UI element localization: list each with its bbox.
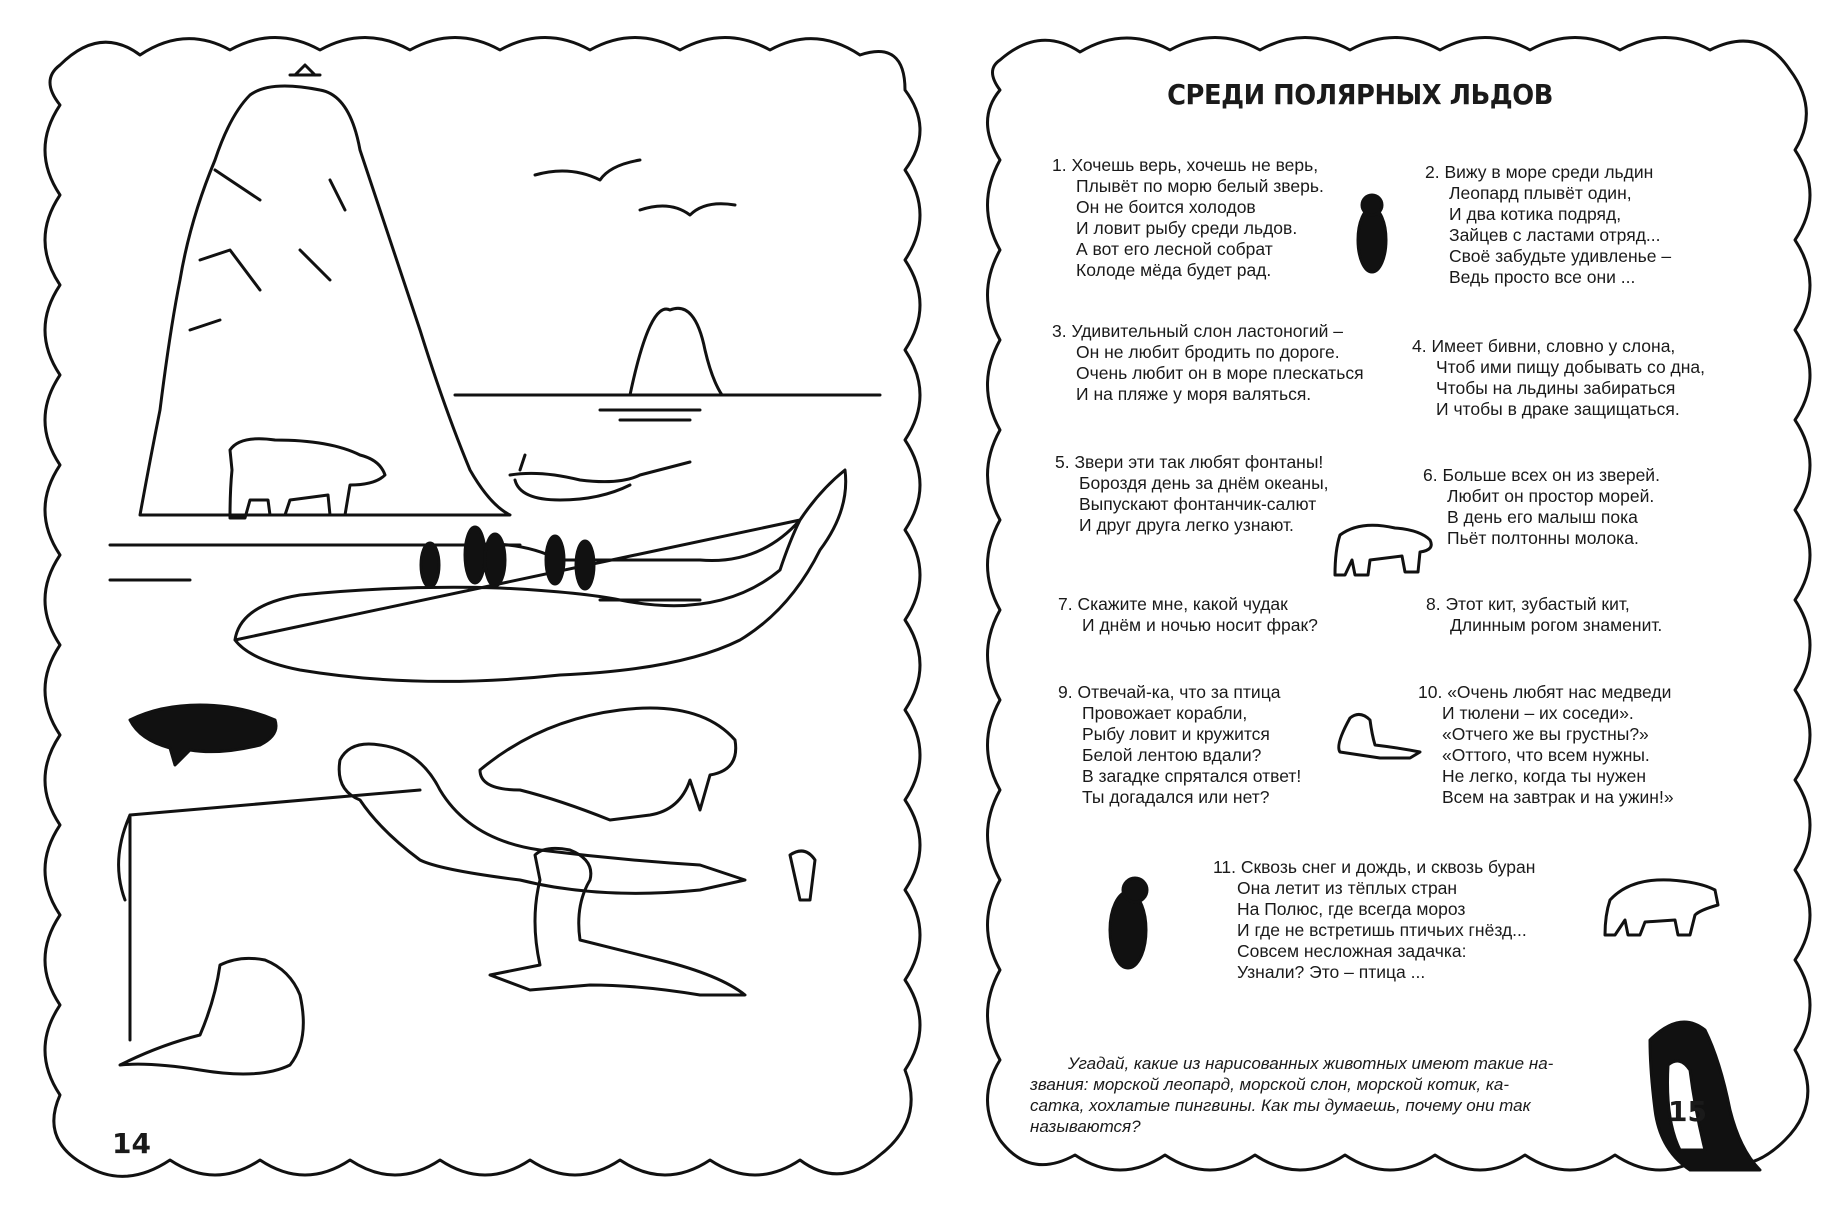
riddle-line: Любит он простор морей. — [1447, 486, 1655, 506]
riddle-5 — [1055, 452, 1329, 536]
footer-line: сатка, хохлатые пингвины. Как ты думаешь, почему они так — [1030, 1096, 1531, 1115]
riddle-line: «Оттого, что всем нужны. — [1442, 745, 1650, 765]
riddle-line: Всем на завтрак и на ужин!» — [1442, 787, 1674, 807]
riddle-1 — [1052, 155, 1324, 281]
riddle-9 — [1058, 682, 1301, 808]
ice-floe-drawing — [119, 790, 420, 1040]
riddle-line: Очень любит он в море плескаться — [1076, 363, 1364, 383]
riddle-line: Чтоб ими пищу добывать со дна, — [1436, 357, 1706, 377]
left-page-frame — [45, 38, 920, 1177]
penguin-group-drawing — [421, 527, 594, 589]
riddle-line: Колоде мёда будет рад. — [1076, 260, 1272, 280]
riddle-line: И где не встретишь птичьих гнёзд... — [1237, 920, 1527, 940]
seagull-flying-2 — [640, 204, 735, 215]
riddle-line: 1. Хочешь верь, хочешь не верь, — [1052, 155, 1319, 175]
riddle-line: 5. Звери эти так любят фонтаны! — [1055, 452, 1324, 472]
polar-bear-small-1 — [1335, 525, 1431, 575]
riddle-6 — [1423, 465, 1660, 549]
riddle-line: Рыбу ловит и кружится — [1082, 724, 1270, 744]
penguin-small-bottom — [1110, 878, 1147, 968]
narwhal-drawing — [510, 455, 690, 500]
riddle-line: Он не любит бродить по дороге. — [1076, 342, 1340, 362]
footer-line: называются? — [1030, 1117, 1141, 1136]
riddle-line: И друг друга легко узнают. — [1079, 515, 1294, 535]
fur-seal-drawing — [490, 848, 745, 995]
riddle-line: Пьёт полтонны молока. — [1447, 528, 1639, 548]
riddle-10 — [1418, 682, 1674, 808]
riddle-line: 6. Больше всех он из зверей. — [1423, 465, 1660, 485]
seagull-flying-1 — [535, 160, 640, 180]
footer-line: Угадай, какие из нарисованных животных имеют такие на- — [1068, 1054, 1554, 1073]
horizon-line — [455, 395, 880, 420]
seal-small-drawing — [1339, 714, 1420, 758]
riddle-7 — [1058, 594, 1318, 636]
riddle-line: 10. «Очень любят нас медведи — [1418, 682, 1672, 702]
page-title: СРЕДИ ПОЛЯРНЫХ ЛЬДОВ — [1167, 78, 1553, 111]
riddle-line: Белой лентою вдали? — [1082, 745, 1262, 765]
riddle-line: В загадке спрятался ответ! — [1082, 766, 1302, 786]
whale-drawing — [235, 470, 846, 681]
right-page-number: 15 — [1668, 1095, 1707, 1128]
leopard-seal-drawing — [120, 958, 303, 1074]
riddle-line: 9. Отвечай-ка, что за птица — [1058, 682, 1281, 702]
riddle-line: Не легко, когда ты нужен — [1442, 766, 1647, 786]
riddle-line: Ты догадался или нет? — [1082, 787, 1270, 807]
riddle-line: Он не боится холодов — [1076, 197, 1256, 217]
riddle-line: В день его малыш пока — [1447, 507, 1638, 527]
elephant-seal-drawing — [339, 744, 745, 893]
riddle-line: Совсем несложная задачка: — [1237, 941, 1467, 961]
distant-iceberg-drawing — [630, 308, 722, 395]
riddle-line: 3. Удивительный слон ластоногий – — [1052, 321, 1344, 341]
riddle-line: Своё забудьте удивленье – — [1449, 246, 1672, 266]
riddle-line: И два котика подряд, — [1449, 204, 1622, 224]
polar-bear-drawing — [230, 439, 385, 518]
riddle-line: 7. Скажите мне, какой чудак — [1058, 594, 1288, 614]
gull-small-drawing — [790, 851, 815, 900]
riddle-line: Провожает корабли, — [1082, 703, 1248, 723]
riddle-line: Зайцев с ластами отряд... — [1449, 225, 1661, 245]
riddle-line: Длинным рогом знаменит. — [1450, 615, 1663, 635]
riddle-line: Выпускают фонтанчик-салют — [1079, 494, 1317, 514]
riddle-line: Узнали? Это – птица ... — [1237, 962, 1426, 982]
riddle-2 — [1425, 162, 1671, 288]
riddle-line: 8. Этот кит, зубастый кит, — [1426, 594, 1630, 614]
riddle-line: И тюлени – их соседи». — [1442, 703, 1634, 723]
walrus-drawing — [480, 708, 736, 820]
footer-line: звания: морской леопард, морской слон, морской котик, ка- — [1030, 1075, 1510, 1094]
riddle-line: И на пляже у моря валяться. — [1076, 384, 1312, 404]
riddle-3 — [1052, 321, 1364, 405]
riddle-4 — [1412, 336, 1705, 420]
riddle-line: Она летит из тёплых стран — [1237, 878, 1458, 898]
riddle-11 — [1213, 857, 1535, 983]
riddle-line: 11. Сквозь снег и дождь, и сквозь буран — [1213, 857, 1536, 877]
riddle-line: На Полюс, где всегда мороз — [1237, 899, 1466, 919]
riddle-line: 2. Вижу в море среди льдин — [1425, 162, 1654, 182]
riddle-line: Ведь просто все они ... — [1449, 267, 1636, 287]
penguin-small-top — [1358, 195, 1386, 272]
left-page-number: 14 — [112, 1127, 151, 1160]
seagull-standing — [290, 65, 320, 75]
riddle-line: И чтобы в драке защищаться. — [1436, 399, 1680, 419]
riddle-line: И днём и ночью носит фрак? — [1082, 615, 1318, 635]
riddle-line: Леопард плывёт один, — [1449, 183, 1632, 203]
riddle-line: Бороздя день за днём океаны, — [1079, 473, 1329, 493]
task-footer — [1030, 1053, 1610, 1137]
riddle-line: А вот его лесной собрат — [1076, 239, 1273, 259]
riddle-8 — [1426, 594, 1662, 636]
polar-bear-small-2 — [1605, 880, 1718, 935]
riddle-line: Чтобы на льдины забираться — [1436, 378, 1676, 398]
iceberg-drawing — [140, 86, 510, 515]
riddle-line: Плывёт по морю белый зверь. — [1076, 176, 1324, 196]
orca-drawing — [130, 705, 276, 765]
riddle-line: 4. Имеет бивни, словно у слона, — [1412, 336, 1676, 356]
riddle-line: И ловит рыбу среди льдов. — [1076, 218, 1298, 238]
riddle-line: «Отчего же вы грустны?» — [1442, 724, 1649, 744]
